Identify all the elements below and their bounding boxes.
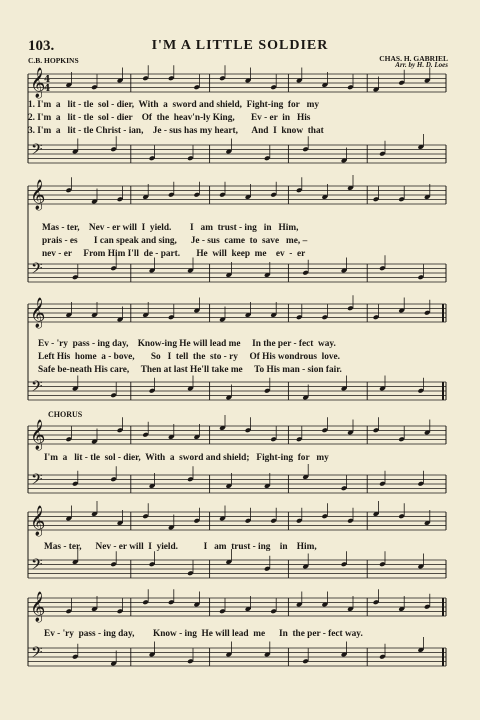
time-signature: 4 <box>44 75 51 85</box>
system4-bass-clef: 𝄢 <box>31 471 43 492</box>
system2-verse2-lyrics: prais - es I can speak and sing, Je - sus came to save me, – <box>42 236 308 246</box>
system6-lyrics: Ev - 'ry pass - ing day, Know - ing He will lead me In the per - fect way. <box>44 629 363 639</box>
system6-treble-clef: 𝄞 <box>30 592 46 622</box>
system1-treble-clef: 𝄞 <box>30 68 46 98</box>
system5-treble-clef: 𝄞 <box>30 506 46 536</box>
system3-verse3-lyrics: Safe be-neath His care, Then at last He'll take me To His man - sion fair. <box>38 365 342 375</box>
system1-verse2-lyrics: 2. I'm a lit - tle sol - dier Of the heav'n-ly King, Ev - er in His <box>28 113 311 123</box>
system2-verse1-lyrics: Mas - ter, Nev - er will I yield. I am trust - ing in Him, <box>42 223 299 233</box>
system6-bass-clef: 𝄢 <box>31 644 43 665</box>
chorus-label: CHORUS <box>48 410 83 419</box>
system3-treble-clef: 𝄞 <box>30 298 46 328</box>
system5-lyrics: Mas - ter, Nev - er will I yield. I am trust - ing in Him, <box>44 542 317 552</box>
system1-bass-clef: 𝄢 <box>31 141 43 162</box>
hymn-number: 103. <box>28 38 55 54</box>
hymn-title: I'M A LITTLE SOLDIER <box>151 38 329 53</box>
arranger: Arr. by H. D. Loes <box>395 61 448 69</box>
system1-verse3-lyrics: 3. I'm a lit - tle Christ - ian, Je - sus has my heart, And I know that <box>28 126 324 136</box>
system2-verse3-lyrics: nev - er From Him I'll de - part. He will keep me ev - er <box>42 249 306 259</box>
system4-lyrics: I'm a lit - tle sol - dier, With a sword and shield; Fight-ing for my <box>44 453 329 463</box>
system3-bass-clef: 𝄢 <box>31 378 43 399</box>
system2-treble-clef: 𝄞 <box>30 180 46 210</box>
system3-verse2-lyrics: Left His home a - bove, So I tell the sto - ry Of His wondrous love. <box>38 352 340 362</box>
system5-bass-clef: 𝄢 <box>31 556 43 577</box>
system3-verse1-lyrics: Ev - 'ry pass - ing day, Know-ing He will lead me In the per - fect way. <box>38 339 336 349</box>
composer: CHAS. H. GABRIEL <box>379 54 448 63</box>
system2-bass-clef: 𝄢 <box>31 260 43 281</box>
time-signature: 4 <box>44 84 51 94</box>
lyricist: C.B. HOPKINS <box>28 56 79 65</box>
system4-treble-clef: 𝄞 <box>30 420 46 450</box>
system1-verse1-lyrics: 1. I'm a lit - tle sol - dier, With a sword and shield, Fight-ing for my <box>28 100 319 110</box>
